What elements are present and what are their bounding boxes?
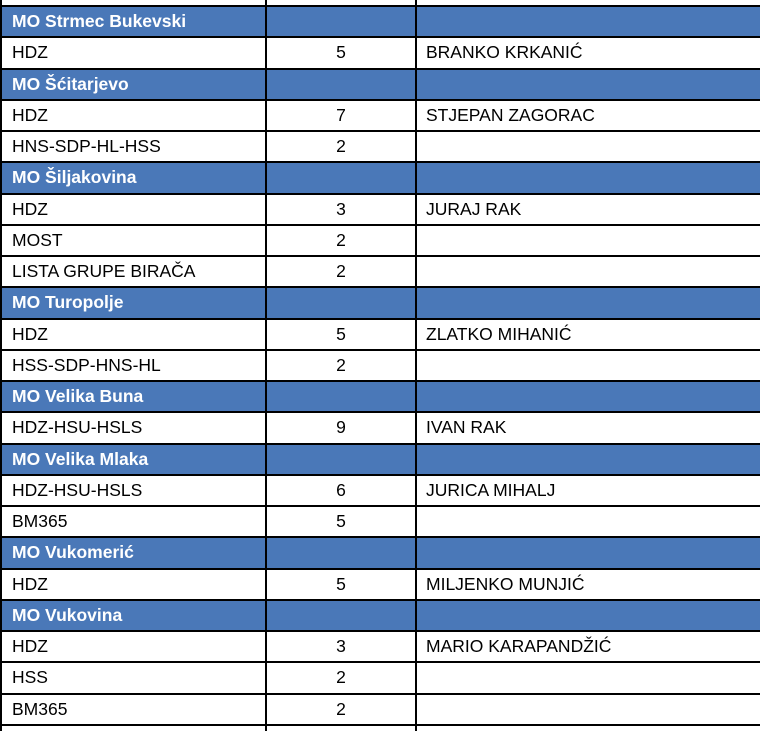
grid-line-horizontal — [0, 568, 760, 570]
grid-line-horizontal — [0, 411, 760, 413]
grid-line-horizontal — [0, 724, 760, 726]
grid-line-horizontal — [0, 661, 760, 663]
grid-line-horizontal — [0, 443, 760, 445]
header-blank-cell — [266, 444, 416, 475]
party-name: HDZ — [0, 631, 266, 662]
header-blank-cell — [416, 162, 760, 193]
council-president: JURICA MIHALJ — [416, 475, 760, 506]
header-blank-cell — [266, 381, 416, 412]
council-president — [416, 350, 760, 381]
grid-line-horizontal — [0, 349, 760, 351]
grid-line-vertical — [0, 0, 2, 731]
grid-line-horizontal — [0, 255, 760, 257]
party-name: HDZ — [0, 194, 266, 225]
party-name: HDZ — [0, 319, 266, 350]
grid-line-horizontal — [0, 536, 760, 538]
party-name: LISTA GRUPE BIRAČA — [0, 256, 266, 287]
header-blank-cell — [416, 600, 760, 631]
party-name: HDZ — [0, 100, 266, 131]
header-blank-cell — [416, 444, 760, 475]
council-president — [416, 131, 760, 162]
grid-line-horizontal — [0, 630, 760, 632]
grid-line-horizontal — [0, 224, 760, 226]
council-president: STJEPAN ZAGORAC — [416, 100, 760, 131]
council-president — [416, 694, 760, 725]
district-name: MO Velika Mlaka — [0, 444, 266, 475]
district-name: MO Velika Buna — [0, 381, 266, 412]
party-name: HDZ-HSU-HSLS — [0, 475, 266, 506]
seat-count: 2 — [266, 694, 416, 725]
seat-count: 5 — [266, 37, 416, 68]
seat-count: 2 — [266, 131, 416, 162]
district-name: MO Strmec Bukevski — [0, 6, 266, 37]
party-name: HNS-SDP-HL-HSS — [0, 131, 266, 162]
seat-count: 5 — [266, 506, 416, 537]
header-blank-cell — [416, 69, 760, 100]
header-blank-cell — [416, 537, 760, 568]
council-president: MARIO KARAPANDŽIĆ — [416, 631, 760, 662]
seat-count: 7 — [266, 100, 416, 131]
header-blank-cell — [266, 162, 416, 193]
header-blank-cell — [266, 287, 416, 318]
grid-line-horizontal — [0, 68, 760, 70]
grid-line-horizontal — [0, 599, 760, 601]
seat-count: 2 — [266, 662, 416, 693]
district-name: MO Šiljakovina — [0, 162, 266, 193]
party-name: MOST — [0, 225, 266, 256]
grid-line-horizontal — [0, 474, 760, 476]
council-president: MILJENKO MUNJIĆ — [416, 569, 760, 600]
header-blank-cell — [266, 6, 416, 37]
district-name: MO Vukomerić — [0, 537, 266, 568]
grid-line-horizontal — [0, 36, 760, 38]
district-name: MO Turopolje — [0, 287, 266, 318]
party-name: HDZ-HSU-HSLS — [0, 412, 266, 443]
grid-line-horizontal — [0, 130, 760, 132]
party-name: HDZ — [0, 37, 266, 68]
header-blank-cell — [416, 381, 760, 412]
grid-line-horizontal — [0, 193, 760, 195]
grid-line-horizontal — [0, 318, 760, 320]
council-president: BRANKO KRKANIĆ — [416, 37, 760, 68]
grid-line-vertical — [265, 0, 267, 731]
grid-line-horizontal — [0, 380, 760, 382]
district-name: MO Šćitarjevo — [0, 69, 266, 100]
council-president: IVAN RAK — [416, 412, 760, 443]
grid-line-horizontal — [0, 286, 760, 288]
seat-count: 6 — [266, 475, 416, 506]
seat-count: 5 — [266, 569, 416, 600]
seat-count: 3 — [266, 194, 416, 225]
seat-count: 2 — [266, 256, 416, 287]
header-blank-cell — [266, 537, 416, 568]
party-name: HSS — [0, 662, 266, 693]
grid-line-horizontal — [0, 693, 760, 695]
seat-count: 2 — [266, 350, 416, 381]
grid-line-vertical — [415, 0, 417, 731]
seat-count: 9 — [266, 412, 416, 443]
council-president — [416, 506, 760, 537]
seat-count: 3 — [266, 631, 416, 662]
party-name: BM365 — [0, 694, 266, 725]
council-president: JURAJ RAK — [416, 194, 760, 225]
seat-count: 2 — [266, 225, 416, 256]
party-name: BM365 — [0, 506, 266, 537]
council-president — [416, 225, 760, 256]
grid-line-horizontal — [0, 99, 760, 101]
council-president — [416, 662, 760, 693]
seat-count: 5 — [266, 319, 416, 350]
header-blank-cell — [416, 287, 760, 318]
header-blank-cell — [266, 69, 416, 100]
district-name: MO Vukovina — [0, 600, 266, 631]
party-name: HSS-SDP-HNS-HL — [0, 350, 266, 381]
grid-line-horizontal — [0, 161, 760, 163]
header-blank-cell — [266, 600, 416, 631]
party-name: HDZ — [0, 569, 266, 600]
grid-line-horizontal — [0, 5, 760, 7]
header-blank-cell — [416, 6, 760, 37]
council-president: ZLATKO MIHANIĆ — [416, 319, 760, 350]
grid-line-horizontal — [0, 505, 760, 507]
council-president — [416, 256, 760, 287]
